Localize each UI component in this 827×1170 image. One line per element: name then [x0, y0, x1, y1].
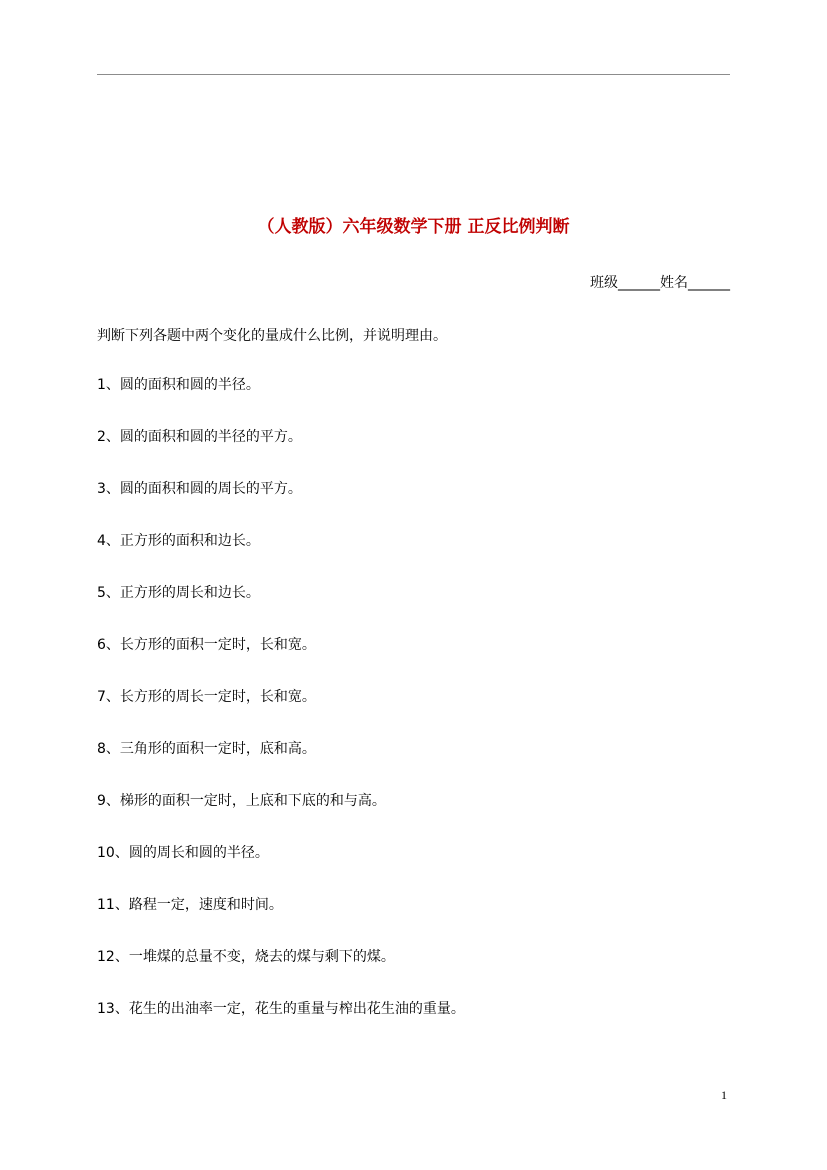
question-item: 9、梯形的面积一定时，上底和下底的和与高。: [97, 793, 386, 809]
header-rule: [97, 74, 730, 75]
question-item: 2、圆的面积和圆的半径的平方。: [97, 429, 302, 445]
question-item: 3、圆的面积和圆的周长的平方。: [97, 481, 302, 497]
page-number: 1: [721, 1088, 727, 1102]
instruction-text: 判断下列各题中两个变化的量成什么比例，并说明理由。: [97, 328, 447, 344]
question-item: 6、长方形的面积一定时，长和宽。: [97, 637, 316, 653]
document-title: （人教版）六年级数学下册 正反比例判断: [257, 217, 570, 237]
question-item: 4、正方形的面积和边长。: [97, 533, 260, 549]
question-item: 7、长方形的周长一定时，长和宽。: [97, 689, 316, 705]
question-list: [97, 374, 465, 1050]
question-item: 1、圆的面积和圆的半径。: [97, 377, 260, 393]
class-name-line: 班级______姓名______: [590, 275, 730, 291]
question-item: 11、路程一定，速度和时间。: [97, 897, 283, 913]
question-item: 8、三角形的面积一定时，底和高。: [97, 741, 316, 757]
question-item: 12、一堆煤的总量不变，烧去的煤与剩下的煤。: [97, 949, 395, 965]
question-item: 13、花生的出油率一定，花生的重量与榨出花生油的重量。: [97, 1001, 465, 1017]
question-item: 5、正方形的周长和边长。: [97, 585, 260, 601]
question-item: 10、圆的周长和圆的半径。: [97, 845, 269, 861]
